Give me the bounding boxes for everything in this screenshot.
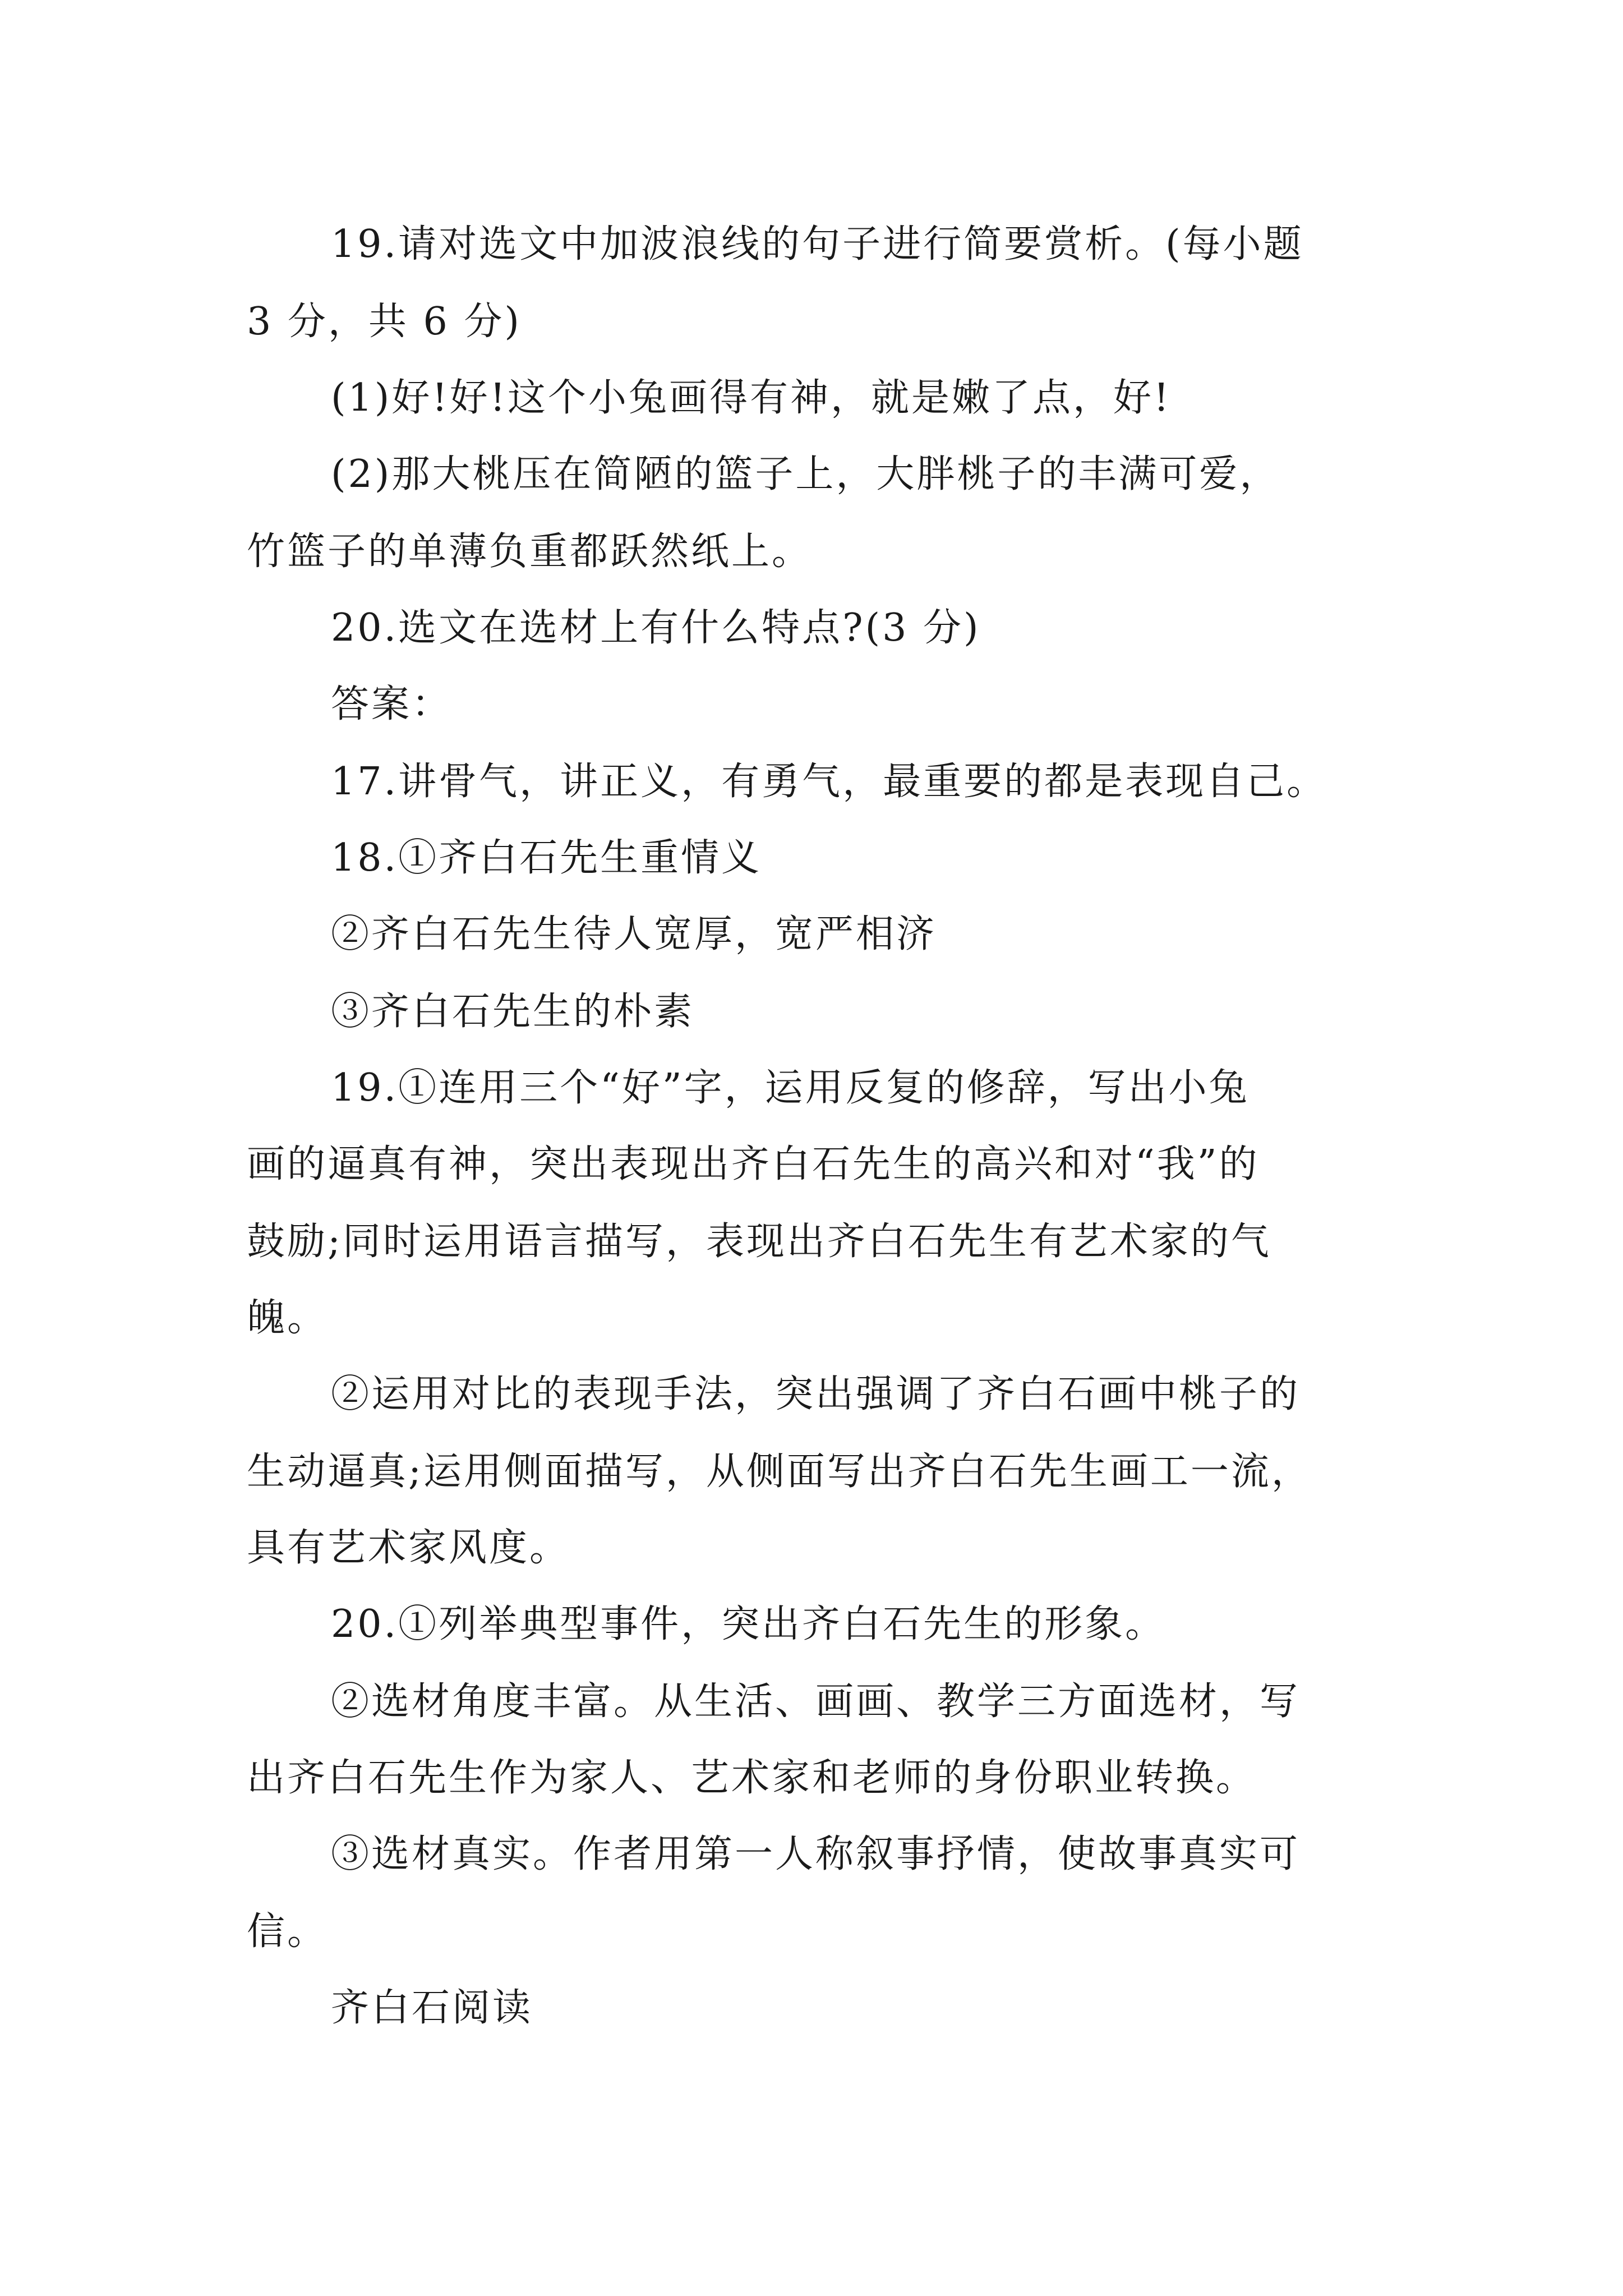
question-19-sentence-2: (2)那大桃压在简陋的篮子上，大胖桃子的丰满可爱，: [331, 452, 1280, 496]
question-19-sentence-1: (1)好!好!这个小兔画得有神，就是嫩了点，好!: [331, 376, 1172, 420]
answer-18-2: ②齐白石先生待人宽厚，宽严相济: [331, 912, 937, 956]
answer-20-2: ②选材角度丰富。从生活、画画、教学三方面选材，写: [331, 1680, 1301, 1724]
answer-19-2: ②运用对比的表现手法，突出强调了齐白石画中桃子的: [331, 1372, 1301, 1416]
answer-20-1: 20.①列举典型事件，突出齐白石先生的形象。: [331, 1602, 1166, 1646]
answer-heading: 答案：: [331, 682, 453, 726]
question-19-score: 3 分，共 6 分): [247, 300, 522, 344]
answer-19-1-cont-b: 鼓励;同时运用语言描写，表现出齐白石先生有艺术家的气: [247, 1220, 1271, 1264]
answer-19-1-cont-c: 魄。: [247, 1296, 328, 1340]
question-19-sentence-2-cont: 竹篮子的单薄负重都跃然纸上。: [247, 530, 813, 574]
answer-18-3: ③齐白石先生的朴素: [331, 990, 695, 1034]
answer-19-2-cont-a: 生动逼真;运用侧面描写，从侧面写出齐白石先生画工一流，: [247, 1450, 1312, 1494]
answer-19-2-cont-b: 具有艺术家风度。: [247, 1526, 570, 1570]
answer-19-1: 19.①连用三个“好”字，运用反复的修辞，写出小兔: [331, 1066, 1249, 1110]
question-20: 20.选文在选材上有什么特点?(3 分): [331, 606, 981, 650]
answer-20-2-cont: 出齐白石先生作为家人、艺术家和老师的身份职业转换。: [247, 1756, 1257, 1800]
answer-17: 17.讲骨气，讲正义，有勇气，最重要的都是表现自己。: [331, 760, 1327, 804]
answer-18-1: 18.①齐白石先生重情义: [331, 836, 762, 880]
answer-20-3: ③选材真实。作者用第一人称叙事抒情，使故事真实可: [331, 1832, 1301, 1876]
answer-19-1-cont-a: 画的逼真有神，突出表现出齐白石先生的高兴和对“我”的: [247, 1142, 1260, 1186]
answer-20-3-cont: 信。: [247, 1910, 328, 1954]
question-19: 19.请对选文中加波浪线的句子进行简要赏析。(每小题: [331, 222, 1304, 266]
section-title: 齐白石阅读: [331, 1986, 533, 2030]
